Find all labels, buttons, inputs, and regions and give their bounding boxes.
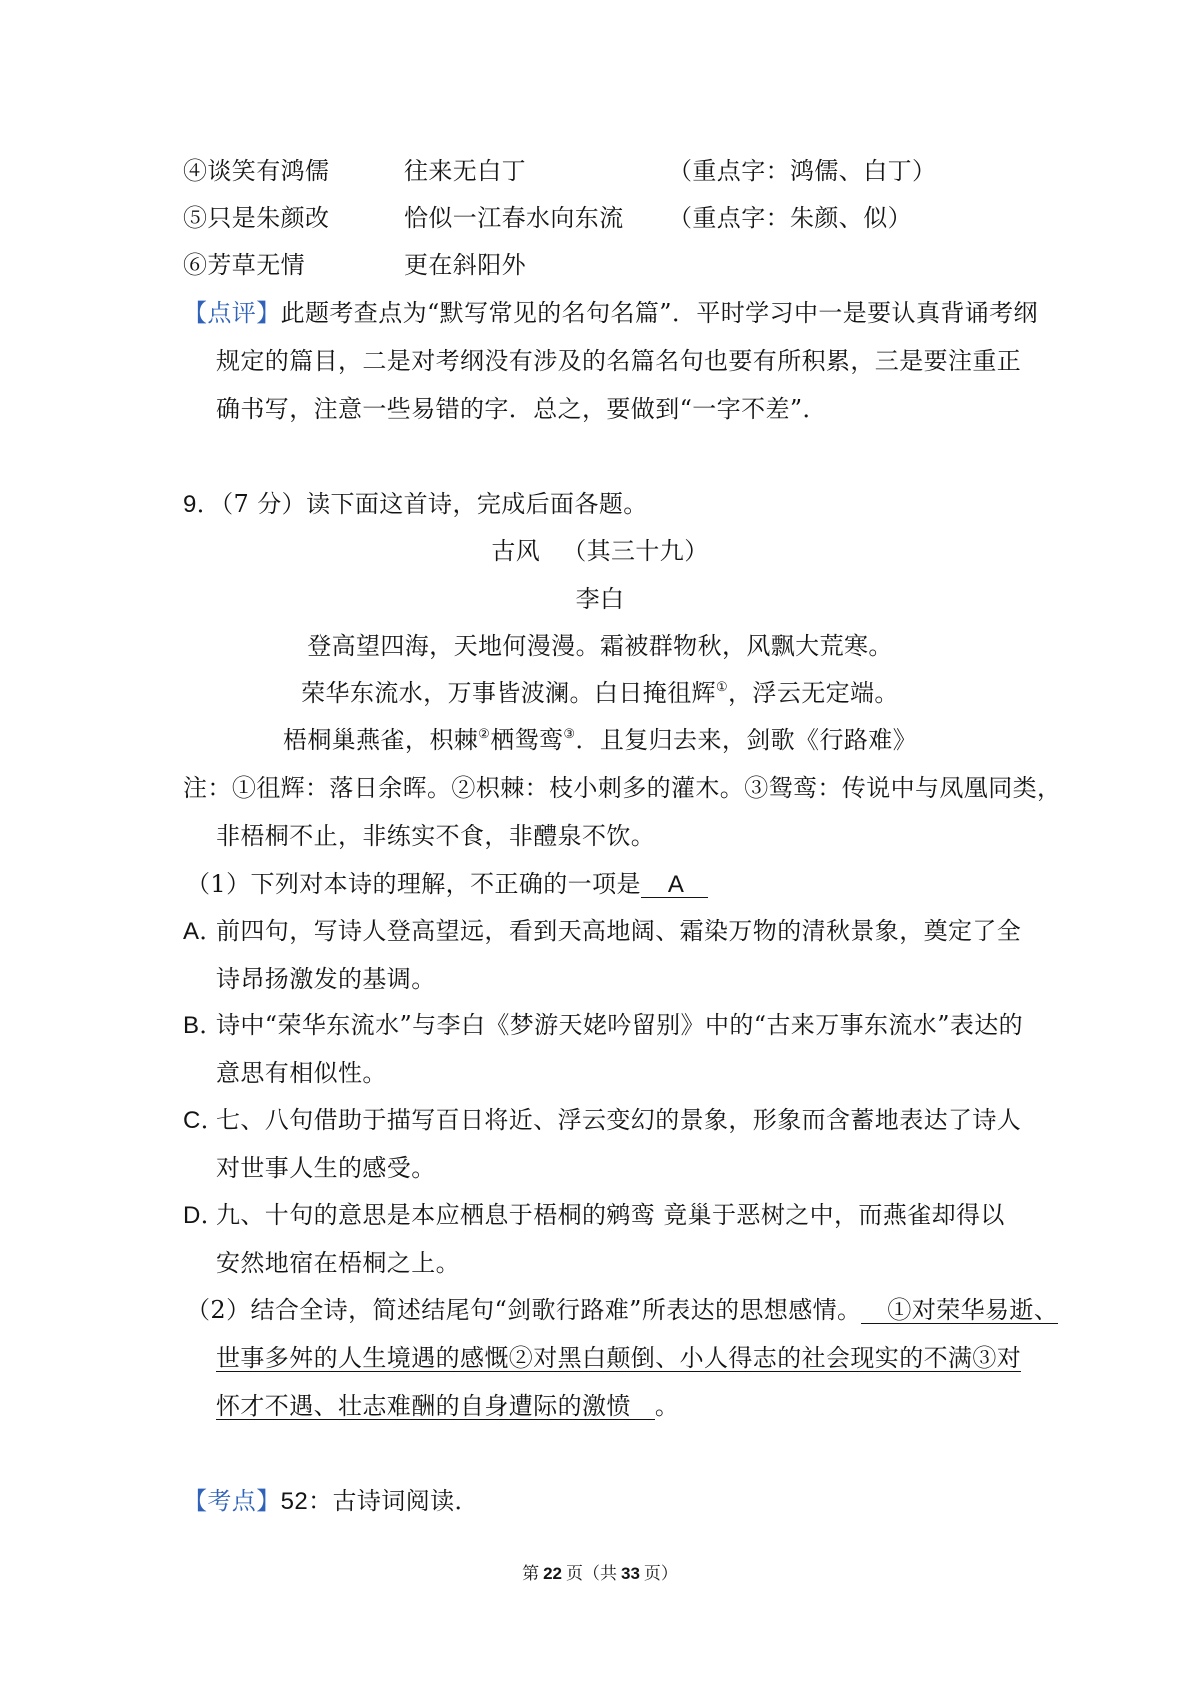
recitation-next-line: 往来无白丁 [404, 157, 526, 185]
recitation-next-line: 更在斜阳外 [404, 251, 526, 279]
footnote-marker: ③ [563, 727, 576, 742]
exam-point-tag: 【考点】 [183, 1487, 281, 1515]
poem-text: 栖鸳鸾 [490, 726, 564, 754]
option-text [216, 1248, 460, 1278]
option-letter-text: D． [183, 1202, 226, 1229]
poem-line [0, 631, 1200, 661]
sub-question-prompt: 下列对本诗的理解，不正确的一项是 [250, 870, 641, 898]
option-text-line: 七、八句借助于描写百日将近、浮云变幻的景象，形象而含蓄地表达了诗人 [216, 1106, 1022, 1134]
key-characters-note: （重点字：朱颜、似） [668, 204, 912, 232]
annotation-label: 注： [183, 774, 232, 802]
option-text-line: 九、十句的意思是本应栖息于梧桐的鹓鸾 竟巢于恶树之中，而燕雀却得以 [216, 1201, 1005, 1229]
annotation-line [183, 773, 1061, 803]
recitation-row [0, 250, 1200, 280]
poem-text: ，浮云无定端。 [728, 679, 899, 707]
page-number-suffix: 页） [643, 1564, 678, 1584]
recitation-line: ④谈笑有鸿儒 [183, 157, 330, 185]
poem-text: 荣华东流水，万事皆波澜。白日掩徂辉 [301, 679, 716, 707]
answer-text: ①对荣华易逝、 [861, 1298, 1058, 1324]
answer-line [216, 1343, 1021, 1373]
option-text-line: 诗中“荣华东流水”与李白《梦游天姥吟留别》中的“古来万事东流水”表达的 [216, 1011, 1024, 1039]
comment-text: 规定的篇目，二是对考纲没有涉及的名篇名句也要有所积累，三是要注重正 [216, 347, 1022, 375]
comment-tag: 【点评】 [183, 299, 281, 327]
total-pages: 33 [621, 1564, 640, 1583]
poem-text: 梧桐巢燕雀，枳棘 [282, 726, 479, 754]
option-letter-text: A． [183, 918, 224, 945]
exam-point [183, 1486, 479, 1517]
question-number: 9． [183, 491, 222, 518]
page-number-middle: 页（共 [566, 1564, 617, 1584]
poem-author-line [0, 584, 1200, 614]
sub-question-prompt: 结合全诗，简述结尾句“剑歌行路难”所表达的思想感情。 [250, 1296, 862, 1324]
key-characters-note: （重点字：鸿儒、白丁） [668, 157, 937, 185]
annotation-line [216, 821, 655, 851]
answer-text: 世事多舛的人生境遇的感慨②对黑白颠倒、小人得志的社会现实的不满③对 [216, 1344, 1022, 1372]
exam-point-code: 52 [280, 1488, 309, 1515]
question-score: （7 分） [221, 490, 307, 518]
answer-blank: A [641, 872, 708, 898]
comment-line [183, 298, 1038, 328]
recitation-next-line: 恰似一江春水向东流 [404, 204, 624, 232]
page-number-prefix: 第 [522, 1564, 540, 1584]
option-text-line: 对世事人生的感受。 [216, 1154, 436, 1182]
option-text [216, 1153, 436, 1183]
option-letter-text: C． [183, 1107, 226, 1134]
answer-end-mark: 。 [654, 1392, 680, 1420]
recitation-line: ⑤只是朱颜改 [183, 204, 330, 232]
option-text-line: 前四句，写诗人登高望远，看到天高地阔、霜染万物的清秋景象，奠定了全 [216, 917, 1022, 945]
recitation-line: ⑥芳草无情 [183, 251, 305, 279]
option-text [216, 916, 1021, 946]
sub-question-2 [186, 1295, 1058, 1325]
recitation-row [0, 156, 1200, 186]
sub-question-number: （2） [186, 1296, 251, 1324]
poem-text: 登高望四海，天地何漫漫。霜被群物秋，风飘大荒寒。 [307, 632, 893, 660]
comment-text: 此题考查点为“默写常见的名句名篇”．平时学习中一是要认真背诵考纲 [280, 299, 1038, 327]
footnote-marker: ② [478, 727, 491, 742]
option-text [216, 1105, 1021, 1135]
page-number [0, 1562, 1200, 1586]
poem-title: 古风 [491, 537, 541, 565]
footnote-marker: ① [715, 680, 729, 695]
annotation-text: 非梧桐不止，非练实不食，非醴泉不饮。 [216, 822, 656, 850]
question-prompt: 读下面这首诗，完成后面各题。 [306, 490, 648, 518]
sub-question-1 [186, 869, 708, 899]
option-letter-text: B． [183, 1012, 224, 1039]
option-text [216, 1010, 1023, 1040]
question-header [183, 489, 648, 520]
comment-line [216, 394, 827, 424]
poem-author: 李白 [575, 585, 625, 613]
recitation-row [0, 203, 1200, 233]
current-page: 22 [543, 1564, 562, 1583]
option-text [216, 1200, 1005, 1230]
poem-line [0, 678, 1200, 708]
option-text [216, 1058, 387, 1088]
sub-question-number: （1） [186, 870, 251, 898]
poem-text: ．且复归去来，剑歌《行路难》 [575, 726, 918, 754]
answer-line [216, 1391, 679, 1421]
option-text [216, 964, 436, 994]
option-text-line: 诗昂扬激发的基调。 [216, 965, 436, 993]
option-text-line: 意思有相似性。 [216, 1059, 387, 1087]
poem-title-line [0, 536, 1200, 566]
annotation-text: ①徂辉：落日余晖。②枳棘：枝小刺多的灌木。③鸳鸾：传说中与凤凰同类， [231, 774, 1062, 802]
exam-point-text: ：古诗词阅读． [308, 1487, 479, 1515]
option-text-line: 安然地宿在梧桐之上。 [216, 1249, 460, 1277]
poem-subtitle: （其三十九） [562, 537, 709, 565]
poem-line [0, 725, 1200, 755]
comment-line [216, 346, 1021, 376]
comment-text: 确书写，注意一些易错的字．总之，要做到“一字不差”． [216, 395, 827, 423]
answer-text: 怀才不遇、壮志难酬的自身遭际的激愤 [216, 1394, 655, 1420]
